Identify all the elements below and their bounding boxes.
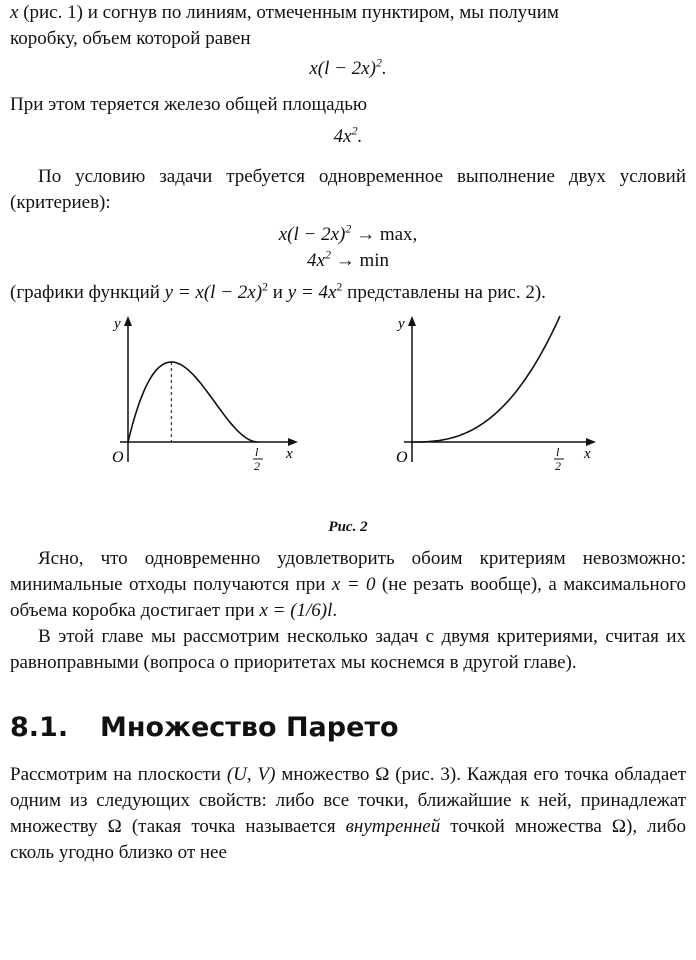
text: точкой множества Ω), либо сколь угодно близко от нее	[10, 816, 686, 863]
sup: 2	[262, 279, 269, 294]
graph-left	[110, 312, 310, 502]
x-label: x	[584, 446, 591, 462]
tick-label-num: l	[255, 445, 259, 459]
sup: 2	[324, 247, 331, 262]
paragraph-conditions	[10, 164, 686, 216]
tick-label-den: 2	[254, 459, 260, 473]
text: В этой главе мы рассмотрим несколько задач с двумя критериями, считая их равноправными (вопроса о приоритетах мы коснемся в другой главе).	[10, 626, 686, 673]
figure-2	[10, 312, 686, 512]
tick-label-den: 2	[555, 459, 561, 473]
paragraph-graphs	[10, 280, 686, 306]
line-1	[10, 0, 686, 26]
text: .	[332, 600, 338, 621]
paragraph-chapter	[10, 624, 686, 676]
formula-inline: x = 0	[331, 574, 376, 595]
y-arrow	[124, 316, 132, 326]
graph-right	[390, 312, 610, 502]
text: При этом теряется железо общей площадью	[10, 94, 368, 115]
origin-label: O	[396, 449, 408, 466]
text: (не резать вообще), а максимального объема коробка достигает при	[10, 574, 687, 621]
paragraph-pareto	[10, 762, 686, 866]
text: По условию задачи требуется одновременное выполнение двух условий (критериев):	[10, 166, 686, 213]
formula-tail: → max,	[351, 224, 418, 245]
var-x: x	[10, 2, 19, 23]
sup: 2	[351, 123, 358, 138]
text: коробку, объем которой равен	[10, 28, 251, 49]
formula-min	[10, 248, 686, 274]
formula-text: x(l − 2x)	[309, 58, 376, 79]
figure-caption: Рис. 2	[328, 519, 368, 535]
formula-text: 4x	[333, 126, 352, 147]
formula-text: x(l − 2x)	[278, 224, 346, 245]
formula-tail: → min	[330, 250, 389, 271]
sup: 2	[336, 279, 343, 294]
section-title: Множество Парето	[100, 712, 399, 743]
text: (рис. 1) и согнув по линиям, отмеченным пунктиром, мы получим	[23, 2, 559, 23]
emphasis: внутренней	[345, 816, 441, 837]
y-label: y	[398, 316, 405, 332]
line-loss	[10, 92, 686, 118]
curve-cubic	[128, 362, 258, 442]
paragraph-impossible	[10, 546, 686, 624]
formula-text: 4x	[307, 250, 325, 271]
section-number: 8.1.	[10, 712, 69, 743]
text: представлены на рис. 2).	[342, 282, 546, 303]
tick-label-num: l	[556, 445, 560, 459]
formula-inline: y = x(l − 2x)	[164, 282, 263, 303]
formula-inline: x = (1/6)l	[259, 600, 333, 621]
formula-inline: (U, V)	[226, 764, 276, 785]
sup: 2	[345, 221, 352, 236]
formula-volume: $x(l - 2x)^2$.	[309, 55, 387, 79]
line-2	[10, 26, 686, 52]
section-heading	[10, 708, 686, 748]
y-label: y	[114, 316, 121, 332]
x-arrow	[288, 438, 298, 446]
text: множество Ω (рис. 3). Каждая его точка обладает одним из следующих свойств: либо все точки, ближайшие к ней, принадлежат множеству Ω (такая точка называется	[10, 764, 687, 837]
x-arrow	[586, 438, 596, 446]
sup: 2	[375, 55, 382, 70]
text: Ясно, что одновременно удовлетворить обоим критериям невозможно: минимальные отходы получаются при	[10, 548, 686, 595]
y-arrow	[408, 316, 416, 326]
text: и	[268, 282, 288, 303]
formula-inline: y = 4x	[287, 282, 337, 303]
page	[10, 0, 686, 866]
origin-label: O	[112, 449, 124, 466]
formula-max	[10, 222, 686, 248]
x-label: x	[286, 446, 293, 462]
formula-area: $4x^2$.	[333, 123, 363, 147]
text: (графики функций	[10, 282, 165, 303]
text: Рассмотрим на плоскости	[10, 764, 227, 785]
curve-parabola	[412, 316, 560, 442]
